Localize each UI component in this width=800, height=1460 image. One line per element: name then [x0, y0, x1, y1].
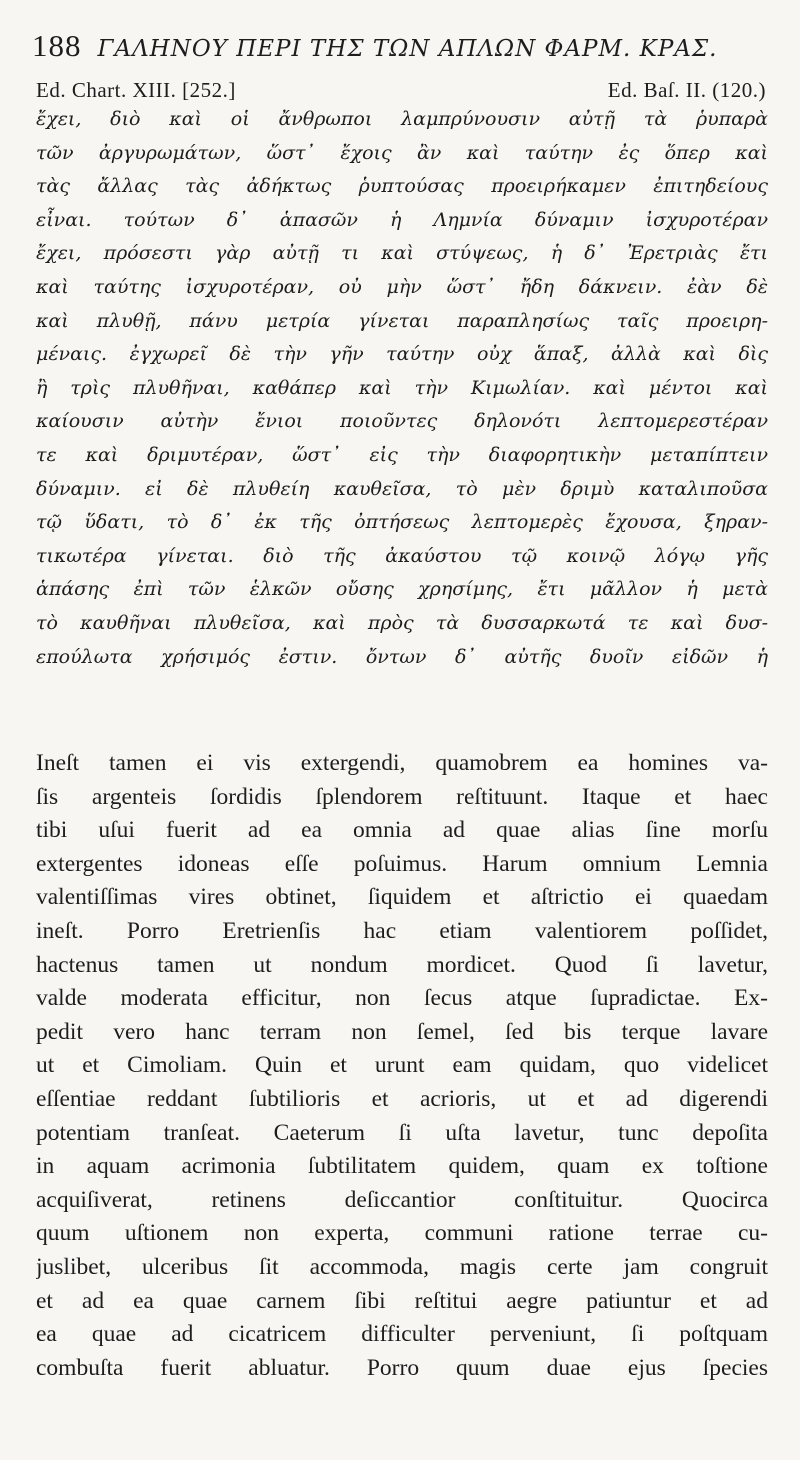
latin-line: combuſta fuerit abluatur. Porro quum duae ejus ſpecies — [36, 1354, 768, 1381]
latin-line: et ad ea quae carnem ſibi reſtitui aegre patiuntur et ad — [36, 1287, 768, 1314]
latin-line: ineſt. Porro Eretrienſis hac etiam valentiorem poſſidet, — [36, 917, 768, 944]
latin-line: tibi uſui fuerit ad ea omnia ad quae alias ſine morſu — [36, 817, 768, 844]
greek-line: μέναις. ἐγχωρεῖ δὲ τὴν γῆν ταύτην οὐχ ἅπαξ, ἀλλὰ καὶ δὶς — [36, 343, 768, 366]
latin-line: pedit vero hanc terram non ſemel, ſed bis terque lavare — [36, 1018, 768, 1045]
greek-line: επούλωτα χρήσιμός ἐστιν. ὄντων δ᾽ αὐτῆς δυοῖν εἰδῶν ἡ — [36, 645, 768, 668]
greek-line: καὶ πλυθῇ, πάνυ μετρία γίνεται παραπλησίως ταῖς προειρη- — [36, 309, 768, 332]
latin-line: valentiſſimas vires obtinet, ſiquidem et aſtrictio ei quaedam — [36, 884, 768, 911]
greek-line: ἁπάσης ἐπὶ τῶν ἑλκῶν οὔσης χρησίμης, ἔτι μᾶλλον ἡ μετὰ — [36, 578, 768, 601]
running-head — [32, 28, 772, 68]
greek-line: εἶναι. τούτων δ᾽ ἁπασῶν ἡ Λημνία δύναμιν ἰσχυροτέραν — [36, 208, 768, 231]
greek-line: δύναμιν. εἰ δὲ πλυθείη καυθεῖσα, τὸ μὲν δριμὺ καταλιποῦσα — [36, 477, 768, 500]
greek-line: τὰς ἄλλας τὰς ἀδήκτως ῥυπτούσας προειρήκαμεν ἐπιτηδείους — [36, 175, 768, 198]
latin-text-block — [36, 747, 768, 1385]
latin-line: in aquam acrimonia ſubtilitatem quidem, quam ex toſtione — [36, 1153, 768, 1180]
greek-line: ἢ τρὶς πλυθῆναι, καθάπερ καὶ τὴν Κιμωλίαν. καὶ μέντοι καὶ — [36, 376, 768, 399]
latin-line: ut et Cimoliam. Quin et urunt eam quidam, quo videlicet — [36, 1052, 768, 1079]
greek-line: ἔχει, πρόσεστι γὰρ αὐτῇ τι καὶ στύψεως, ἡ δ᾽ Ἐρετριὰς ἔτι — [36, 242, 768, 265]
latin-line: potentiam tranſeat. Caeterum ſi uſta lavetur, tunc depoſita — [36, 1119, 768, 1146]
latin-line: hactenus tamen ut nondum mordicet. Quod ſi lavetur, — [36, 951, 768, 978]
greek-line: τικωτέρα γίνεται. διὸ τῆς ἀκαύστου τῷ κοινῷ λόγῳ γῆς — [36, 544, 768, 567]
page-number: 188 — [32, 28, 82, 63]
latin-line: valde moderata efficitur, non ſecus atque ſupradictae. Ex- — [36, 985, 768, 1012]
greek-line: καίουσιν αὐτὴν ἔνιοι ποιοῦντες δηλονότι λεπτομερεστέραν — [36, 410, 768, 433]
edition-reference-right: Ed. Baſ. II. (120.) — [607, 78, 766, 102]
latin-line: extergentes idoneas eſſe poſuimus. Harum omnium Lemnia — [36, 850, 768, 877]
greek-text-block — [36, 103, 768, 674]
latin-line: ſis argenteis ſordidis ſplendorem reſtituunt. Itaque et haec — [36, 783, 768, 810]
greek-line: καὶ ταύτης ἰσχυροτέραν, οὐ μὴν ὥστ᾽ ἤδη δάκνειν. ἐὰν δὲ — [36, 275, 768, 298]
latin-line: quum uſtionem non experta, communi ratione terrae cu- — [36, 1220, 768, 1247]
greek-line: τῷ ὕδατι, τὸ δ᾽ ἐκ τῆς ὀπτήσεως λεπτομερὲς ἔχουσα, ξηραν- — [36, 511, 768, 534]
latin-line: eſſentiae reddant ſubtilioris et acrioris, ut et ad digerendi — [36, 1085, 768, 1112]
latin-line: juslibet, ulceribus ſit accommoda, magis certe jam congruit — [36, 1253, 768, 1280]
greek-line: τῶν ἀργυρωμάτων, ὥστ᾽ ἔχοις ἂν καὶ ταύτην ἐς ὅπερ καὶ — [36, 141, 768, 164]
greek-line: τε καὶ δριμυτέραν, ὥστ᾽ εἰς τὴν διαφορητικὴν μεταπίπτειν — [36, 443, 768, 466]
greek-line: τὸ καυθῆναι πλυθεῖσα, καὶ πρὸς τὰ δυσσαρκωτά τε καὶ δυσ- — [36, 611, 768, 634]
latin-line: ea quae ad cicatricem difficulter perveniunt, ſi poſtquam — [36, 1321, 768, 1348]
running-title: ΓΑΛΗΝΟΥ ΠΕΡΙ ΤΗΣ ΤΩΝ ΑΠΛΩΝ ΦΑΡΜ. ΚΡΑΣ. — [97, 36, 718, 62]
greek-line: ἔχει, διὸ καὶ οἱ ἄνθρωποι λαμπρύνουσιν αὐτῇ τὰ ῥυπαρὰ — [36, 108, 768, 130]
latin-line: acquiſiverat, retinens deſiccantior conſtituitur. Quocirca — [36, 1186, 768, 1213]
latin-line: Ineſt tamen ei vis extergendi, quamobrem ea homines va- — [36, 750, 768, 776]
edition-reference-line — [36, 78, 766, 104]
edition-reference-left: Ed. Chart. XIII. [252.] — [36, 78, 236, 102]
